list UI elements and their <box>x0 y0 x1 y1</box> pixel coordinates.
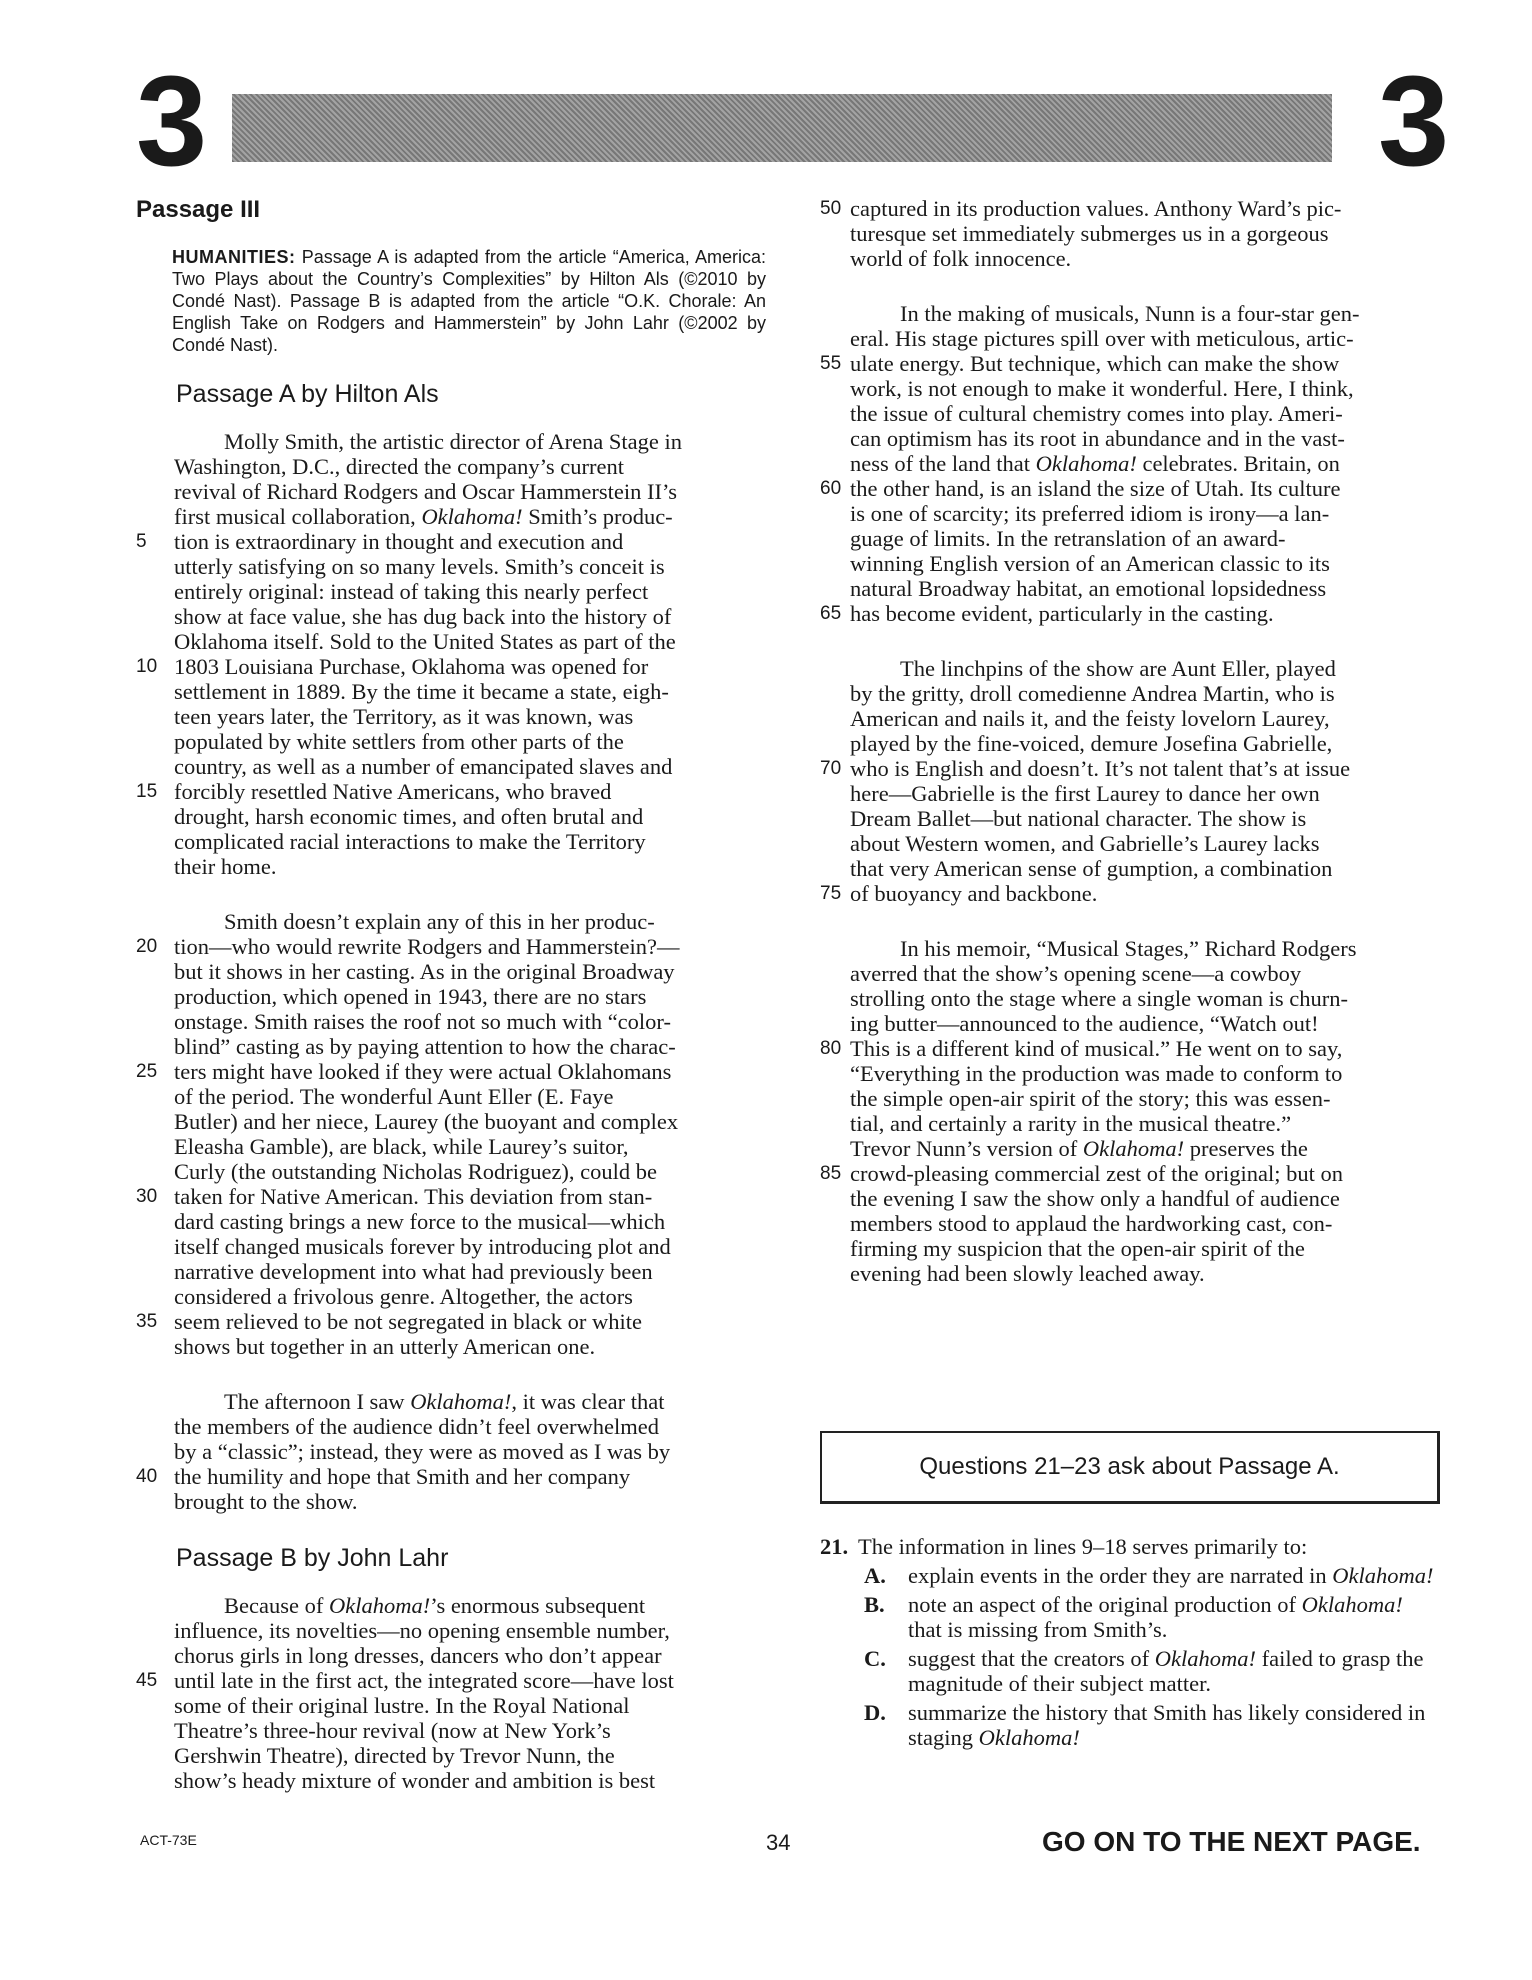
form-code: ACT-73E <box>140 1832 197 1848</box>
paragraph-4-continued <box>820 196 1440 271</box>
text-line: averred that the show’s opening scene—a cowboy <box>850 961 1302 986</box>
text-line: utterly satisfying on so many levels. Smith’s conceit is <box>174 554 665 579</box>
text-line: here—Gabrielle is the first Laurey to dance her own <box>850 781 1320 806</box>
text-line: teen years later, the Territory, as it was known, was <box>174 704 634 729</box>
line-number: 5 <box>136 531 147 552</box>
line-number: 35 <box>136 1311 158 1332</box>
text-line: itself changed musicals forever by introducing plot and <box>174 1234 671 1259</box>
text-line: ness of the land that Oklahoma! celebrates. Britain, on <box>850 451 1340 476</box>
text-line: The afternoon I saw Oklahoma!, it was clear that <box>224 1389 665 1414</box>
text-line: played by the fine-voiced, demure Josefina Gabrielle, <box>850 731 1333 756</box>
text-line: that very American sense of gumption, a combination <box>850 856 1333 881</box>
text-line: settlement in 1889. By the time it became a state, eigh- <box>174 679 669 704</box>
text-line: ing butter—announced to the audience, “Watch out! <box>850 1011 1319 1036</box>
text-line: production, which opened in 1943, there are no stars <box>174 984 647 1009</box>
choice-letter: A. <box>864 1563 886 1588</box>
text-line: natural Broadway habitat, an emotional lopsidedness <box>850 576 1327 601</box>
passage-intro <box>172 246 766 356</box>
text-line: dard casting brings a new force to the musical—which <box>174 1209 666 1234</box>
text-line: complicated racial interactions to make the Territory <box>174 829 646 854</box>
paragraph-6 <box>820 656 1440 906</box>
text-line: 20 tion—who would rewrite Rodgers and Hammerstein?— <box>136 934 680 959</box>
text-line: narrative development into what had previously been <box>174 1259 653 1284</box>
text-line: Washington, D.C., directed the company’s current <box>174 454 624 479</box>
intro-text: Passage A is adapted from the article “America, America: Two Plays about the Country’s Complexities” by Hilton Als (©2010 by Condé Nast). Passage B is adapted from the article “O.K. Chorale: An English Take on Rodgers and Hammerstein” by John Lahr (©2002 by Condé Nast). <box>172 247 766 355</box>
text-line: some of their original lustre. In the Royal National <box>174 1693 630 1718</box>
text-line: Molly Smith, the artistic director of Arena Stage in <box>224 429 683 454</box>
line-number: 10 <box>136 656 158 677</box>
answer-choice-b[interactable]: B. note an aspect of the original production of Oklahoma! that is missing from Smith’s. <box>864 1592 1403 1642</box>
line-number: 25 <box>136 1061 158 1082</box>
page-number: 34 <box>766 1830 791 1855</box>
question-21 <box>820 1534 1440 1750</box>
line-number: 70 <box>820 758 842 779</box>
question-stem <box>820 1534 1440 1559</box>
text-line: the issue of cultural chemistry comes into play. Ameri- <box>850 401 1343 426</box>
right-column <box>820 196 1440 1750</box>
text-line: Dream Ballet—but national character. The show is <box>850 806 1307 831</box>
line-number: 55 <box>820 353 842 374</box>
answer-choice-d[interactable]: D. summarize the history that Smith has likely considered in staging Oklahoma! <box>864 1700 1426 1750</box>
text-line: 5 tion is extraordinary in thought and execution and <box>136 529 624 554</box>
text-line: guage of limits. In the retranslation of an award- <box>850 526 1286 551</box>
text-line: 15 forcibly resettled Native Americans, who braved <box>136 779 612 804</box>
text-line: Trevor Nunn’s version of Oklahoma! preserves the <box>850 1136 1308 1161</box>
text-line: work, is not enough to make it wonderful. Here, I think, <box>850 376 1354 401</box>
line-number: 15 <box>136 781 158 802</box>
text-line: 10 1803 Louisiana Purchase, Oklahoma was opened for <box>136 654 649 679</box>
text-line: the evening I saw the show only a handful of audience <box>850 1186 1340 1211</box>
line-number: 40 <box>136 1466 158 1487</box>
passage-title: Passage III <box>136 196 261 223</box>
text-line: first musical collaboration, Oklahoma! Smith’s produc- <box>174 504 673 529</box>
text-line: populated by white settlers from other parts of the <box>174 729 624 754</box>
text-line: Oklahoma itself. Sold to the United States as part of the <box>174 629 676 654</box>
left-column <box>136 196 766 1823</box>
text-line: can optimism has its root in abundance and in the vast- <box>850 426 1345 451</box>
text-line: 25 ters might have looked if they were actual Oklahomans <box>136 1059 672 1084</box>
text-line: tial, and certainly a rarity in the musical theatre.” <box>850 1111 1292 1136</box>
text-line: winning English version of an American classic to its <box>850 551 1330 576</box>
text-line: shows but together in an utterly American one. <box>174 1334 596 1359</box>
line-number: 85 <box>820 1163 842 1184</box>
answer-choice-a[interactable]: A. explain events in the order they are narrated in Oklahoma! <box>864 1563 1434 1588</box>
text-line: 60 the other hand, is an island the size of Utah. Its culture <box>820 476 1341 501</box>
text-line: Gershwin Theatre), directed by Trevor Nunn, the <box>174 1743 615 1768</box>
text-line: 75 of buoyancy and backbone. <box>820 881 1098 906</box>
text-line: 50 captured in its production values. Anthony Ward’s pic- <box>820 196 1342 221</box>
text-line: 40 the humility and hope that Smith and her company <box>136 1464 631 1489</box>
text-line: eral. His stage pictures spill over with meticulous, artic- <box>850 326 1354 351</box>
text-line: 80 This is a different kind of musical.” He went on to say, <box>820 1036 1343 1061</box>
paragraph-1 <box>136 429 766 879</box>
next-page-notice: GO ON TO THE NEXT PAGE. <box>1042 1826 1421 1857</box>
text-line: onstage. Smith raises the roof not so much with “color- <box>174 1009 671 1034</box>
choice-letter: B. <box>864 1592 885 1617</box>
paragraph-3 <box>136 1389 766 1514</box>
text-line: considered a frivolous genre. Altogether, the actors <box>174 1284 633 1309</box>
paragraph-5 <box>820 301 1440 626</box>
choice-letter: D. <box>864 1700 886 1725</box>
line-number: 45 <box>136 1670 158 1691</box>
text-line: revival of Richard Rodgers and Oscar Hammerstein II’s <box>174 479 677 504</box>
text-line: Theatre’s three-hour revival (now at New York’s <box>174 1718 611 1743</box>
text-line: 45 until late in the first act, the integrated score—have lost <box>136 1668 674 1693</box>
text-line: world of folk innocence. <box>850 246 1072 271</box>
text-line: chorus girls in long dresses, dancers who don’t appear <box>174 1643 662 1668</box>
line-number: 30 <box>136 1186 158 1207</box>
text-line: 65 has become evident, particularly in the casting. <box>820 601 1274 626</box>
question-text: The information in lines 9–18 serves primarily to: <box>858 1534 1308 1559</box>
text-line: The linchpins of the show are Aunt Eller, played <box>900 656 1336 681</box>
text-line: of the period. The wonderful Aunt Eller (E. Faye <box>174 1084 614 1109</box>
text-line: In his memoir, “Musical Stages,” Richard Rodgers <box>900 936 1357 961</box>
line-number: 75 <box>820 883 842 904</box>
text-line: Curly (the outstanding Nicholas Rodriguez), could be <box>174 1159 658 1184</box>
section-header-bar <box>232 94 1332 162</box>
text-line: In the making of musicals, Nunn is a four-star gen- <box>900 301 1360 326</box>
text-line: 35 seem relieved to be not segregated in black or white <box>136 1309 642 1334</box>
text-line: country, as well as a number of emancipated slaves and <box>174 754 673 779</box>
text-line: by a “classic”; instead, they were as moved as I was by <box>174 1439 671 1464</box>
line-number: 60 <box>820 478 842 499</box>
text-line: entirely original: instead of taking this nearly perfect <box>174 579 649 604</box>
text-line: strolling onto the stage where a single woman is churn- <box>850 986 1349 1011</box>
line-number: 20 <box>136 936 158 957</box>
text-line: show’s heady mixture of wonder and ambition is best <box>174 1768 656 1793</box>
paragraph-4 <box>136 1593 766 1793</box>
text-line: drought, harsh economic times, and often brutal and <box>174 804 644 829</box>
question-group-box: Questions 21–23 ask about Passage A. <box>820 1431 1440 1504</box>
text-line: their home. <box>174 854 277 879</box>
text-line: American and nails it, and the feisty lovelorn Laurey, <box>850 706 1330 731</box>
question-number: 21. <box>820 1534 849 1559</box>
section-number-right: 3 <box>1378 50 1450 193</box>
text-line: Eleasha Gamble), are black, while Laurey’s suitor, <box>174 1134 629 1159</box>
answer-choice-c[interactable]: C. suggest that the creators of Oklahoma! failed to grasp the magnitude of their subject matter. <box>864 1646 1424 1696</box>
text-line: but it shows in her casting. As in the original Broadway <box>174 959 675 984</box>
text-line: Because of Oklahoma!’s enormous subsequent <box>224 1593 646 1618</box>
text-line: by the gritty, droll comedienne Andrea Martin, who is <box>850 681 1335 706</box>
text-line: 85 crowd-pleasing commercial zest of the original; but on <box>820 1161 1343 1186</box>
text-line: 70 who is English and doesn’t. It’s not talent that’s at issue <box>820 756 1351 781</box>
text-line: show at face value, she has dug back into the history of <box>174 604 672 629</box>
line-number: 50 <box>820 198 842 219</box>
text-line: the members of the audience didn’t feel overwhelmed <box>174 1414 660 1439</box>
text-line: firming my suspicion that the open-air spirit of the <box>850 1236 1305 1261</box>
text-line: Butler) and her niece, Laurey (the buoyant and complex <box>174 1109 679 1134</box>
line-number: 80 <box>820 1038 842 1059</box>
section-number-left: 3 <box>136 50 208 193</box>
text-line: Smith doesn’t explain any of this in her produc- <box>224 909 655 934</box>
line-number: 65 <box>820 603 842 624</box>
text-line: “Everything in the production was made to conform to <box>850 1061 1343 1086</box>
passage-b-heading: Passage B by John Lahr <box>176 1544 449 1572</box>
passage-a-heading: Passage A by Hilton Als <box>176 380 439 408</box>
text-line: blind” casting as by paying attention to how the charac- <box>174 1034 676 1059</box>
paragraph-7 <box>820 936 1440 1286</box>
intro-label: HUMANITIES: <box>172 247 296 267</box>
paragraph-2 <box>136 909 766 1359</box>
text-line: brought to the show. <box>174 1489 358 1514</box>
text-line: about Western women, and Gabrielle’s Laurey lacks <box>850 831 1320 856</box>
text-line: evening had been slowly leached away. <box>850 1261 1205 1286</box>
text-line: 55 ulate energy. But technique, which can make the show <box>820 351 1340 376</box>
text-line: members stood to applaud the hardworking cast, con- <box>850 1211 1333 1236</box>
text-line: turesque set immediately submerges us in a gorgeous <box>850 221 1329 246</box>
text-line: is one of scarcity; its preferred idiom is irony—a lan- <box>850 501 1330 526</box>
text-line: the simple open-air spirit of the story; this was essen- <box>850 1086 1331 1111</box>
text-line: 30 taken for Native American. This deviation from stan- <box>136 1184 653 1209</box>
choice-letter: C. <box>864 1646 886 1671</box>
text-line: influence, its novelties—no opening ensemble number, <box>174 1618 670 1643</box>
